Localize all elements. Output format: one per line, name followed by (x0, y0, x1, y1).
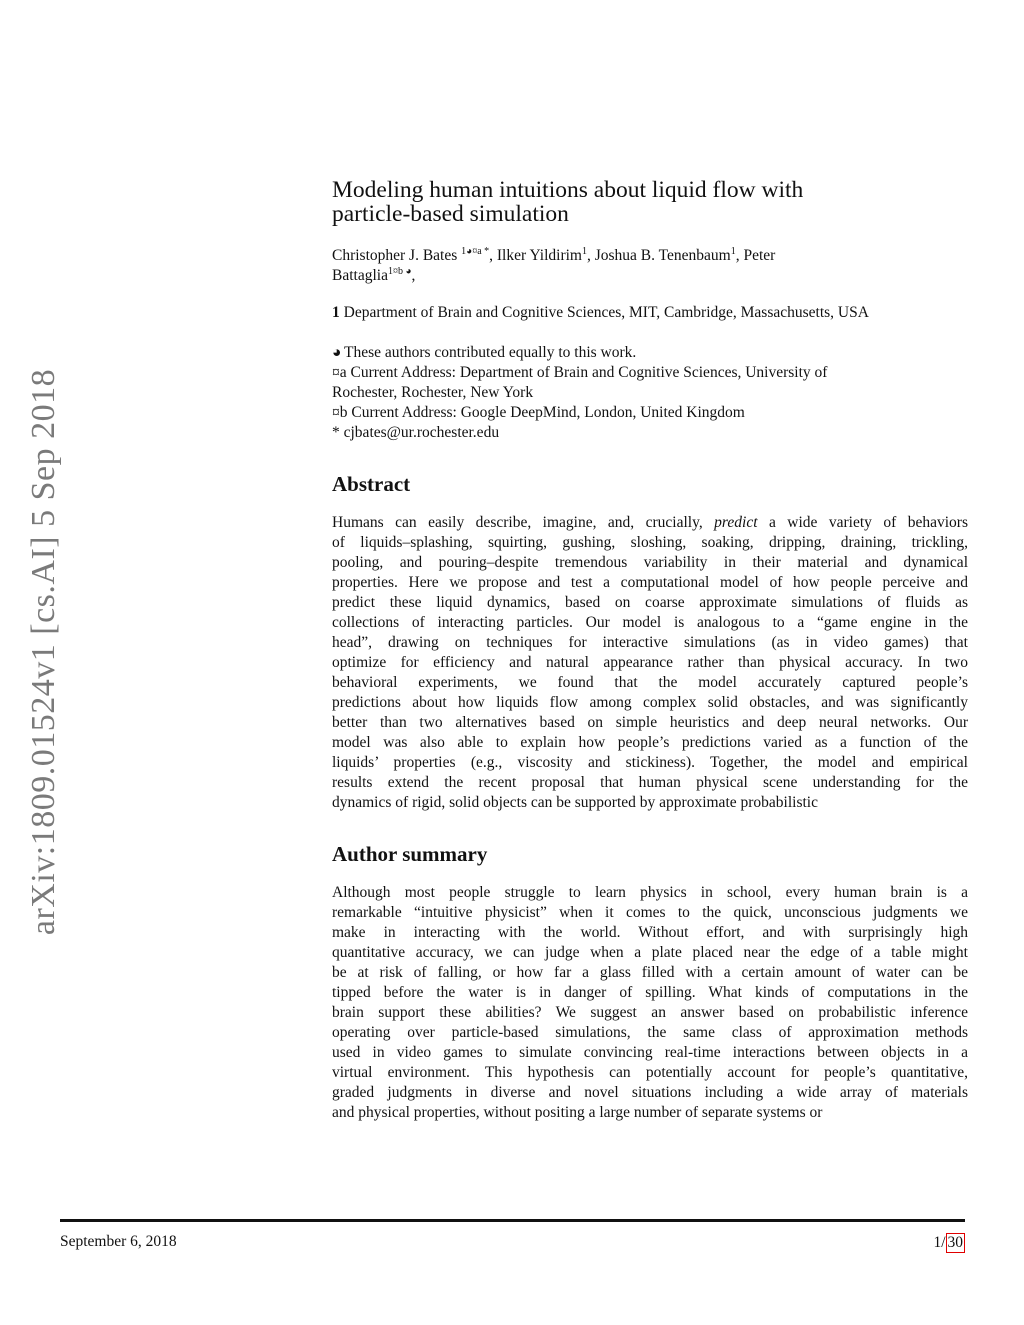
abstract-line: liquids’ properties (e.g., viscosity and stickiness). Together, the model and empirical (332, 754, 968, 771)
abstract-line: of liquids–splashing, squirting, gushing, sloshing, soaking, dripping, draining, trickling, (332, 534, 968, 551)
title-line-1: Modeling human intuitions about liquid flow with (332, 177, 804, 203)
note-address-a-line-1: a Current Address: Department of Brain and Cognitive Sciences, University of (339, 364, 828, 381)
author-bates-markers: 1◕¤a * (461, 245, 490, 257)
summary-line: virtual environment. This hypothesis can potentially account for people’s quantitative, (332, 1064, 968, 1081)
abstract-line: dynamics of rigid, solid objects can be supported by approximate probabilistic (332, 794, 818, 811)
current-address-b-icon: ¤ (332, 404, 340, 421)
author-battaglia-markers: 1¤b ◕ (387, 265, 412, 277)
abstract-heading: Abstract (332, 472, 411, 496)
note-equal-contribution: These authors contributed equally to this work. (344, 344, 637, 361)
affiliation (332, 303, 968, 323)
corresponding-email: cjbates@ur.rochester.edu (339, 424, 500, 441)
current-address-a-icon: ¤ (332, 364, 340, 381)
abstract-line: properties. Here we propose and test a computational model of how people perceive and (332, 574, 968, 591)
summary-line: tipped before the water is in danger of spilling. What kinds of computations in the (332, 984, 968, 1001)
summary-line: brain support these abilities? We suggest an answer based on probabilistic inference (332, 1004, 968, 1021)
abstract-line: optimize for efficiency and natural appearance rather than physical accuracy. In two (332, 654, 968, 671)
summary-line: be at risk of falling, or how far a glass filled with a certain amount of water can be (332, 964, 968, 981)
author-notes (332, 343, 968, 443)
arxiv-stamp (18, 368, 70, 936)
abstract-line: results extend the recent proposal that human physical scene understanding for the (332, 774, 968, 791)
author-list-trail: , (411, 267, 416, 284)
paper-title (332, 178, 968, 226)
author-tenenbaum-markers: 1 (730, 245, 736, 257)
author-tenenbaum: , Joshua B. Tenenbaum (586, 247, 731, 264)
summary-line: Although most people struggle to learn physics in school, every human brain is a (332, 884, 968, 901)
abstract-line: predictions about how liquids flow among complex solid obstacles, and was significantly (332, 694, 968, 711)
summary-line: remarkable “intuitive physicist” when it comes to the quick, unconscious judgments we (332, 904, 968, 921)
abstract-line: collections of interacting particles. Our model is analogous to a “game engine in the (332, 614, 968, 631)
summary-line: used in video games to simulate convincing real-time interactions between objects in a (332, 1044, 968, 1061)
summary-line: make in interacting with the world. Without effort, and with surprisingly high (332, 924, 968, 941)
equal-contribution-icon: ◕ (332, 344, 342, 361)
author-battaglia: Battaglia (332, 267, 388, 284)
abstract-line: better than two alternatives based on simple heuristics and deep neural networks. Our (332, 714, 968, 731)
paper-body (332, 178, 968, 1123)
page-total-link[interactable]: 30 (947, 1234, 963, 1251)
page-number (933, 1233, 965, 1253)
author-list (332, 246, 968, 286)
corresponding-author-icon: * (332, 424, 340, 441)
author-summary-text (332, 883, 968, 1123)
author-summary-heading: Author summary (332, 842, 488, 866)
author-yildirim-markers: 1 (581, 245, 587, 257)
footer-date: September 6, 2018 (60, 1233, 177, 1250)
abstract-emphasis: predict (714, 514, 758, 531)
arxiv-stamp-text: arXiv:1809.01524v1 [cs.AI] 5 Sep 2018 (25, 368, 63, 936)
affiliation-text: Department of Brain and Cognitive Sciences, MIT, Cambridge, Massachusetts, USA (339, 304, 869, 321)
title-line-2: particle-based simulation (332, 201, 569, 227)
abstract-line: head”, drawing on techniques for interactive simulations (as in video games) that (332, 634, 968, 651)
affiliation-number: 1 (332, 304, 340, 321)
summary-line: quantitative accuracy, we can judge when a plate placed near the edge of a table might (332, 944, 968, 961)
author-yildirim: , Ilker Yildirim (489, 247, 582, 264)
author-bates: Christopher J. Bates (332, 247, 462, 264)
abstract-line: behavioral experiments, we found that the model accurately captured people’s (332, 674, 968, 691)
summary-line: and physical properties, without positing a large number of separate systems or (332, 1104, 823, 1121)
footer-rule (60, 1219, 965, 1222)
abstract-line: predict these liquid dynamics, based on coarse approximate simulations of fluids as (332, 594, 968, 611)
abstract-line: model was also able to explain how people’s predictions varied as a function of the (332, 734, 968, 751)
note-address-b: b Current Address: Google DeepMind, London, United Kingdom (339, 404, 745, 421)
page-current: 1/ (933, 1234, 946, 1251)
summary-line: graded judgments in diverse and novel situations including a wide array of materials (332, 1084, 968, 1101)
summary-line: operating over particle-based simulations, the same class of approximation methods (332, 1024, 968, 1041)
author-peter: , Peter (735, 247, 776, 264)
abstract-text (332, 513, 968, 813)
abstract-line: pooling, and pouring–despite tremendous variability in their material and dynamical (332, 554, 968, 571)
abstract-line: Humans can easily describe, imagine, and, crucially, predict a wide variety of behaviors (332, 514, 968, 531)
note-address-a-line-2: Rochester, Rochester, New York (332, 384, 534, 401)
